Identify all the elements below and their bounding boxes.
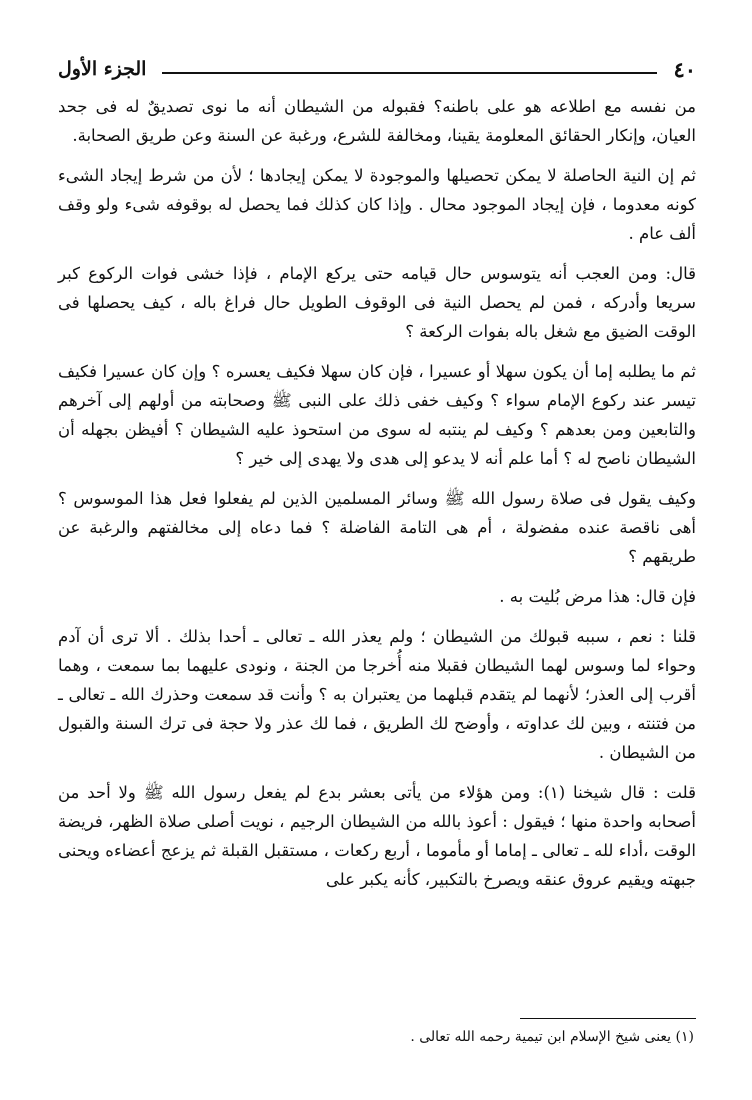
page-header — [58, 54, 696, 84]
main-text — [58, 92, 696, 905]
paragraph: ثم ما يطلبه إما أن يكون سهلا أو عسيرا ، فإن كان سهلا فكيف يعسره ؟ وإن كان عسيرا فكيف تيسر عند ركوع الإمام سواء ؟ وكيف خفى ذلك على النبى ﷺ وصحابته من أولهم إلى آخرهم والتابعين ومن بعدهم ؟ وكيف لم ينتبه له سوى من استحوذ عليه الشيطان ؟ أفيظن بجهله أن الشيطان ناصح له ؟ أما علم أنه لا يدعو إلى هدى ولا يهدى إلى خير ؟ — [58, 362, 696, 468]
paragraph: وكيف يقول فى صلاة رسول الله ﷺ وسائر المسلمين الذين لم يفعلوا فعل هذا الموسوس ؟ أهى ناقصة عنده مفضولة ، أم هى التامة الفاضلة ؟ فما دعاه إلى مخالفتهم والرغبة عن طريقهم ؟ — [58, 489, 696, 566]
page-number: ٤٠ — [673, 56, 696, 82]
header-rule — [162, 72, 657, 74]
paragraph: قلت : قال شيخنا (١): ومن هؤلاء من يأتى بعشر بدع لم يفعل رسول الله ﷺ ولا أحد من أصحابه واحدة منها ؛ فيقول : أعوذ بالله من الشيطان الرجيم ، نويت أصلى صلاة الظهر، فريضة الوقت ،أداء لله ـ تعالى ـ إماما أو مأموما ، أربع ركعات ، مستقبل القبلة ثم يزعج أعضاءه ويحنى جبهته ويقيم عروق عنقه ويصرخ بالتكبير، كأنه يكبر على — [58, 783, 696, 889]
footnote-separator — [520, 1018, 696, 1019]
paragraph: قلنا : نعم ، سببه قبولك من الشيطان ؛ ولم يعذر الله ـ تعالى ـ أحدا بذلك . ألا ترى أن آدم وحواء لما وسوس لهما الشيطان فقبلا منه أُخرجا من الجنة ، ونودى عليهما بما سمعت ، وهما أقرب إلى العذر؛ لأنهما لم يتقدم قبلهما من يعتبران به ؟ وأنت قد سمعت وحذرك الله ـ تعالى ـ من فتنته ، وبين لك عداوته ، وأوضح لك الطريق ، فما لك عذر ولا حجة فى ترك السنة والقبول من الشيطان . — [58, 627, 696, 762]
paragraph: من نفسه مع اطلاعه هو على باطنه؟ فقبوله من الشيطان أنه ما نوى تصديقٌ له فى جحد العيان، وإنكار الحقائق المعلومة يقينا، ومخالفة للشرع، ورغبة عن السنة وعن طريق الصحابة. — [58, 97, 696, 145]
paragraph: ثم إن النية الحاصلة لا يمكن تحصيلها والموجودة لا يمكن إيجادها ؛ لأن من شرط إيجاد الشىء كونه معدوما ، فإن إيجاد الموجود محال . وإذا كان كذلك فما يحصل له بوقوفه شىء ولو وقف ألف عام . — [58, 166, 696, 243]
running-title: الجزء الأول — [58, 58, 147, 80]
footnote: (١) يعنى شيخ الإسلام ابن تيمية رحمه الله تعالى . — [410, 1029, 694, 1045]
paragraph: فإن قال: هذا مرض بُليت به . — [499, 587, 696, 606]
paragraph: قال: ومن العجب أنه يتوسوس حال قيامه حتى يركع الإمام ، فإذا خشى فوات الركوع كبر سريعا وأدركه ، فمن لم يحصل النية فى الوقوف الطويل حال فراغ باله ، كيف يحصلها فى الوقت الضيق مع شغل باله بفوات الركعة ؟ — [58, 264, 696, 341]
